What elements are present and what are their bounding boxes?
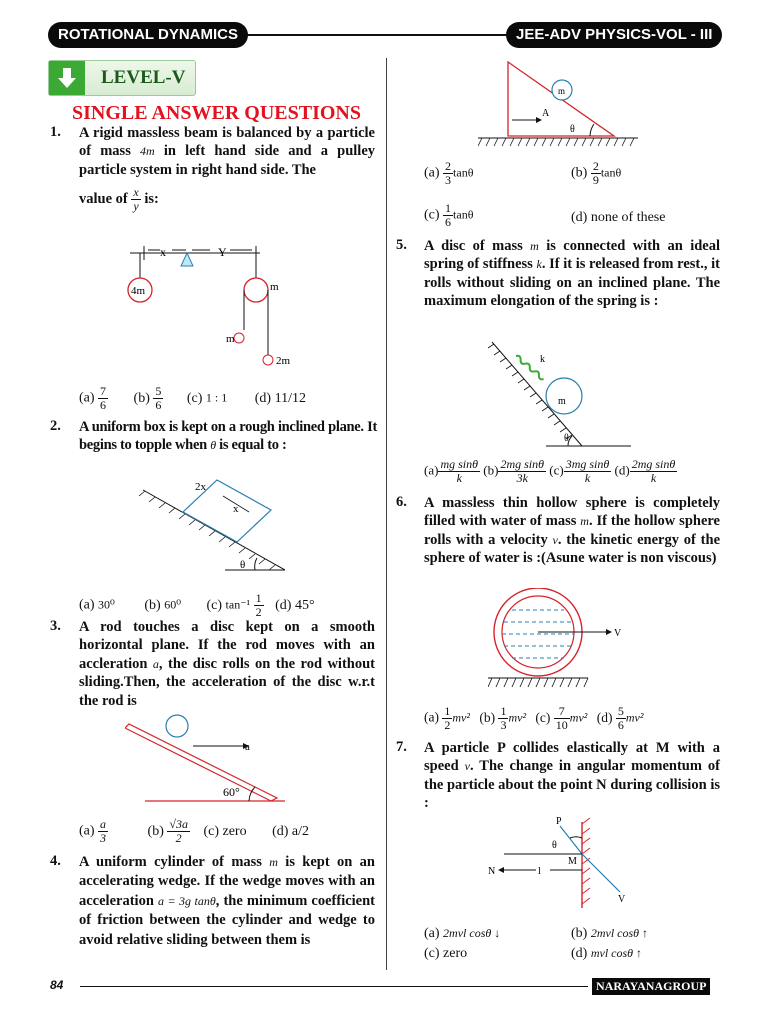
q1-fig-y: Y [218,245,227,259]
header-chapter: ROTATIONAL DYNAMICS [48,22,248,48]
q2-fig-2x: 2x [195,481,206,493]
footer-rule [80,986,588,987]
down-arrow-icon [49,61,85,95]
header-book: JEE-ADV PHYSICS-VOL - III [506,22,722,48]
q7-fig-M: M [568,856,577,867]
q1-text-ratio: value of $\frac{x}{y}$ is: [79,185,159,213]
q4-option-b: (b) $\frac{2}{9}$ tanθ [571,159,622,187]
q3-fig-a: a [245,741,250,753]
q4-option-d: (d) none of these [571,210,666,225]
q7-option-a: (a) 2mvl cosθ ↓ [424,926,501,941]
q7-fig-theta: θ [552,840,557,851]
q3-number: 3. [50,618,61,634]
q3-figure [125,710,300,805]
q5-fig-k: k [540,354,545,365]
q7-option-b: (b) 2mvl cosθ ↑ [571,926,649,941]
q4-fig-theta: θ [570,124,575,135]
q1-fig-m: m [270,281,279,293]
q5-fig-m: m [558,396,566,407]
q5-figure [486,334,631,449]
q7-figure [478,812,628,912]
q7-number: 7. [396,739,407,755]
q4-fig-m: m [558,86,566,96]
q5-options: (a) $\frac{\text{mg sinθ}}{k}$ (b) $\frac{\text{2mg sinθ}}{3k}$ (c) $\frac{\text{3mg sinθ}}{k}$ (d) $\frac{\text{2mg sinθ}}{k}$ [424,457,676,485]
q4-text: A uniform cylinder of mass m is kept on an accelerating wedge. If the wedge moves with an acceleration a = 3g tanθ, the minimum coefficient of friction between the cylinder and wedge to avoid relative sliding between them is [79,854,376,948]
q5-number: 5. [396,237,407,253]
column-divider [386,58,387,970]
brand-logo: NARAYANAGROUP [592,978,710,995]
q1-fig-x: x [160,245,166,259]
q6-number: 6. [396,494,407,510]
q4-option-c: (c) $\frac{1}{6}$ tanθ [424,201,474,229]
q1-options: (a) $\frac{7}{6}$ (b) $\frac{5}{6}$ (c) 1 : 1 (d) 11/12 [79,384,306,412]
q4-fig-A: A [542,108,550,119]
level-label: LEVEL-V [101,67,186,88]
q7-fig-l: l [538,866,541,877]
q4-number: 4. [50,853,61,869]
q7-fig-V: V [618,894,626,905]
q4-figure [478,60,638,150]
q2-number: 2. [50,418,61,434]
q3-text: A rod touches a disc kept on a smooth horizontal plane. If the rod moves with an accleration a, the disc rolls on the rod without sliding.Then, the acceleration of the disc w.r.t the rod is [79,619,375,709]
q2-text: A uniform box is kept on a rough inclined plane. It begins to topple when θ is equal to : [79,419,377,454]
q7-text: A particle P collides elastically at M with a speed v. The change in angular momentum of the particle about the point N during collision is : [424,740,721,812]
q5-text: A disc of mass m is connected with an ideal spring of stiffness k. If it is released from rest., it rolls without sliding on an inclined plane. The maximum elongation of the spring is : [424,238,721,310]
q1-number: 1. [50,124,61,140]
q1-figure [120,238,300,373]
level-badge [48,60,196,96]
q1-text: A rigid massless beam is balanced by a particle of mass 4m in left hand side and a pulley particle system in right hand side. The [79,125,376,178]
q3-fig-angle: 60° [223,785,240,799]
q6-options: (a) $\frac{1}{2}$ mv² (b) $\frac{1}{3}$ mv² (c) $\frac{7}{10}$ mv² (d) $\frac{5}{6}$ mv² [424,704,644,732]
q4-option-a: (a) $\frac{2}{3}$ tanθ [424,159,474,187]
header-rule-left [236,34,506,36]
q2-options: (a) 30⁰ (b) 60⁰ (c) tan⁻¹ $\frac{1}{2}$ (d) 45° [79,591,315,619]
section-title: SINGLE ANSWER QUESTIONS [72,102,361,124]
q7-option-c: (c) zero [424,946,468,961]
q7-fig-P: P [556,816,562,827]
q7-fig-N: N [488,866,496,877]
q2-fig-x: x [233,503,239,515]
q6-text: A massless thin hollow sphere is completely filled with water of mass m. If the hollow sphere rolls with a velocity v. the kinetic energy of the sphere of water is :(Asune water is non viscous) [424,495,720,567]
q1-fig-m-small: m [226,333,235,345]
q1-fig-4m: 4m [131,285,146,297]
q6-fig-v: V [614,628,622,639]
q6-figure [488,588,633,693]
q2-figure [135,472,285,582]
q3-options: (a) $\frac{a}{3}$ (b) $\frac{√3a}{2}$ (c) zero (d) a/2 [79,817,310,845]
q2-fig-theta: θ [240,559,246,571]
q5-fig-theta: θ [564,433,569,444]
q1-fig-2m: 2m [276,355,291,367]
page-number: 84 [50,978,64,992]
q7-option-d: (d) mvl cosθ ↑ [571,946,643,961]
